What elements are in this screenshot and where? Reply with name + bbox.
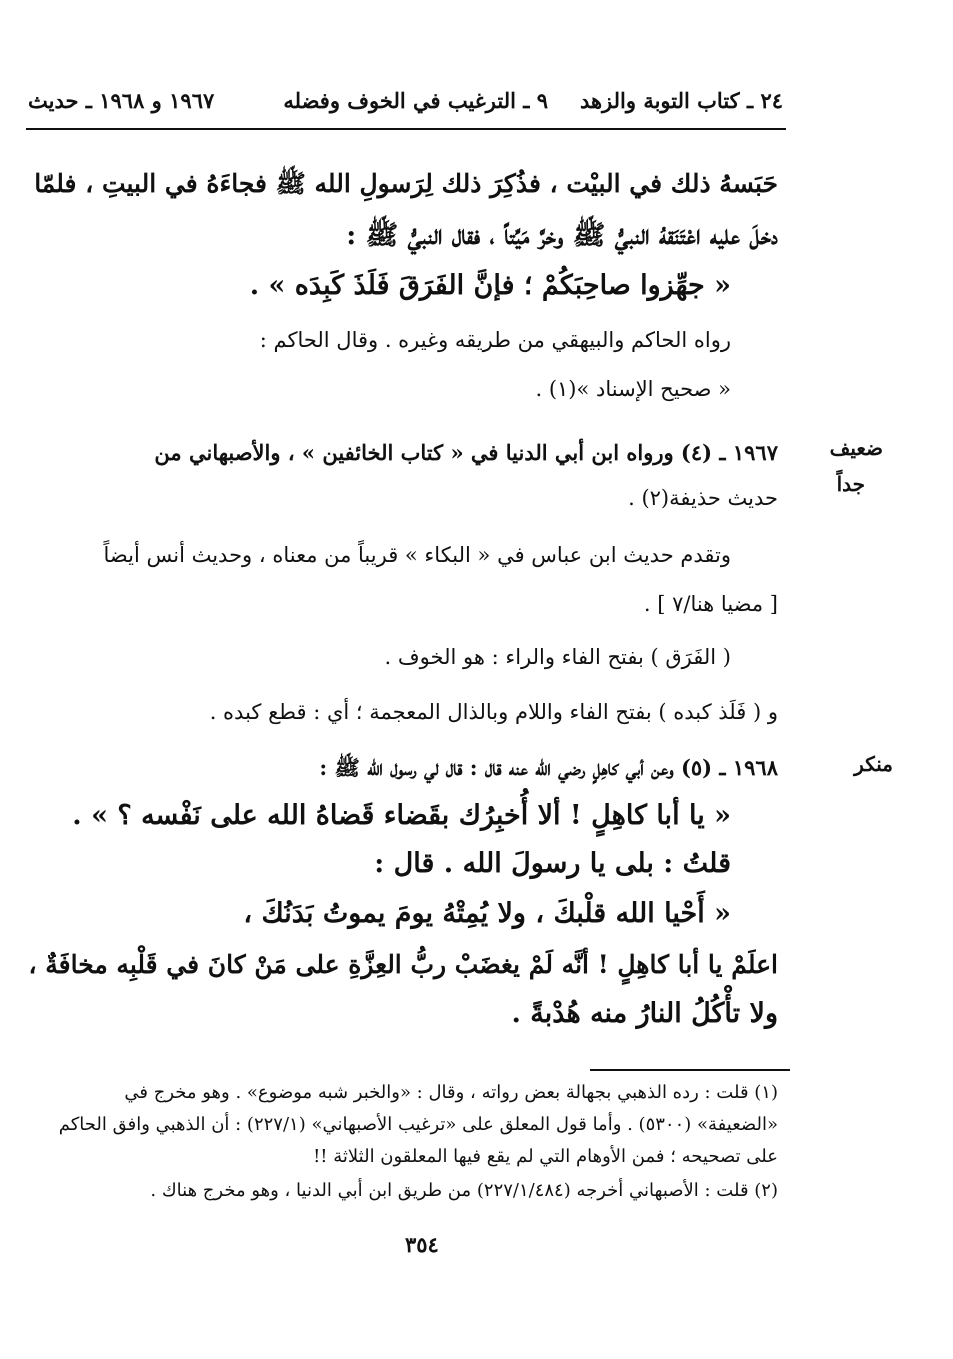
hadith-1967-line-1: ١٩٦٧ ـ (٤) ورواه ابن أبي الدنيا في « كتاب الخائفين » ، والأصبهاني من	[154, 440, 778, 465]
body-line-1: حَبَسهُ ذلك في البيْت ، فذُكِرَ ذلك لِرَسولِ الله ﷺ فجاءَهُ في البيتِ ، فلمّا	[34, 169, 778, 198]
footnote-2: (٢) قلت : الأصبهاني أخرجه (٢٢٧/١/٤٨٤) من طريق ابن أبي الدنيا ، وهو مخرج هناك .	[150, 1180, 778, 1201]
footnote-1-line-1: (١) قلت : رده الذهبي بجهالة بعض رواته ، وقال : «والخبر شبه موضوع» . وهو مخرج في	[124, 1082, 778, 1103]
header-chapter: ٢٤ ـ كتاب التوبة والزهد	[579, 88, 783, 113]
body-line-9: و ( فَلَذ كبده ) بفتح الفاء واللام وبالذال المعجمة ؛ أي : قطع كبده .	[209, 700, 778, 724]
footnote-1-line-3: على تصحيحه ؛ فمن الأوهام التي لم يقع فيها المعلقون الثلاثة !!	[313, 1146, 778, 1167]
hadith-1967-line-2: حديث حذيفة(٢) .	[628, 486, 778, 510]
hadith-1968-line-3: قلتُ : بلى يا رسولَ الله . قال :	[374, 848, 731, 879]
footnote-1-line-2: «الضعيفة» (٥٣٠٠) . وأما قول المعلق على «ترغيب الأصبهاني» (٢٢٧/١) : أن الذهبي وافق الحاكم	[58, 1114, 778, 1135]
hadith-1968-line-2: « يا أبا كاهِلٍ ! ألا أُخبِرُك بقَضاء قَضاهُ الله على نَفْسه ؟ » .	[72, 800, 731, 831]
grade-1967-a: ضعيف	[829, 436, 883, 460]
body-line-5: « صحيح الإسناد »(١) .	[535, 377, 731, 401]
body-line-7: [ مضيا هنا/٧ ] .	[643, 592, 778, 616]
body-line-3: « جهِّزوا صاحِبَكُمْ ؛ فإنَّ الفَرَقَ فَلَذَ كَبِدَه » .	[249, 270, 731, 301]
body-line-4: رواه الحاكم والبيهقي من طريقه وغيره . وقال الحاكم :	[259, 328, 731, 352]
header-hadith-range: ١٩٦٧ و ١٩٦٨ ـ حديث	[28, 88, 215, 113]
body-line-6: وتقدم حديث ابن عباس في « البكاء » قريباً من معناه ، وحديث أنس أيضاً	[103, 543, 731, 567]
body-line-2: دخلَ عليه اعْتَنَقهُ النبيُّ ﷺ وخرَّ مَيِّتاً ، فقال النبيُّ ﷺ :	[346, 220, 778, 251]
hadith-1968-line-6: ولا تأْكُلُ النارُ منه هُدْبةً .	[511, 998, 778, 1029]
grade-1967-b: جداً	[836, 472, 865, 496]
hadith-1968-line-4: « أَحْيا الله قلْبكَ ، ولا يُمِتْهُ يومَ يموتُ بَدَنُكَ ،	[243, 898, 731, 929]
hadith-1968-line-5: اعلَمْ يا أبا كاهِلٍ ! أنَّه لَمْ يغضَبْ ربُّ العِزَّةِ على مَنْ كانَ في قَلْبِه مخافَةٌ ،	[28, 950, 778, 979]
grade-1968: منكر	[854, 752, 893, 776]
hadith-1968-line-1: ١٩٦٨ ـ (٥) وعن أبي كاهِلٍ رضي الله عنه قال : قال لي رسول الله ﷺ :	[319, 755, 778, 780]
header-rule	[26, 128, 786, 130]
footnote-rule	[590, 1069, 790, 1071]
body-line-8: ( الفَرَق ) بفتح الفاء والراء : هو الخوف .	[384, 645, 731, 669]
header-section: ٩ ـ الترغيب في الخوف وفضله	[283, 88, 548, 113]
page-number: ٣٥٤	[405, 1232, 439, 1257]
